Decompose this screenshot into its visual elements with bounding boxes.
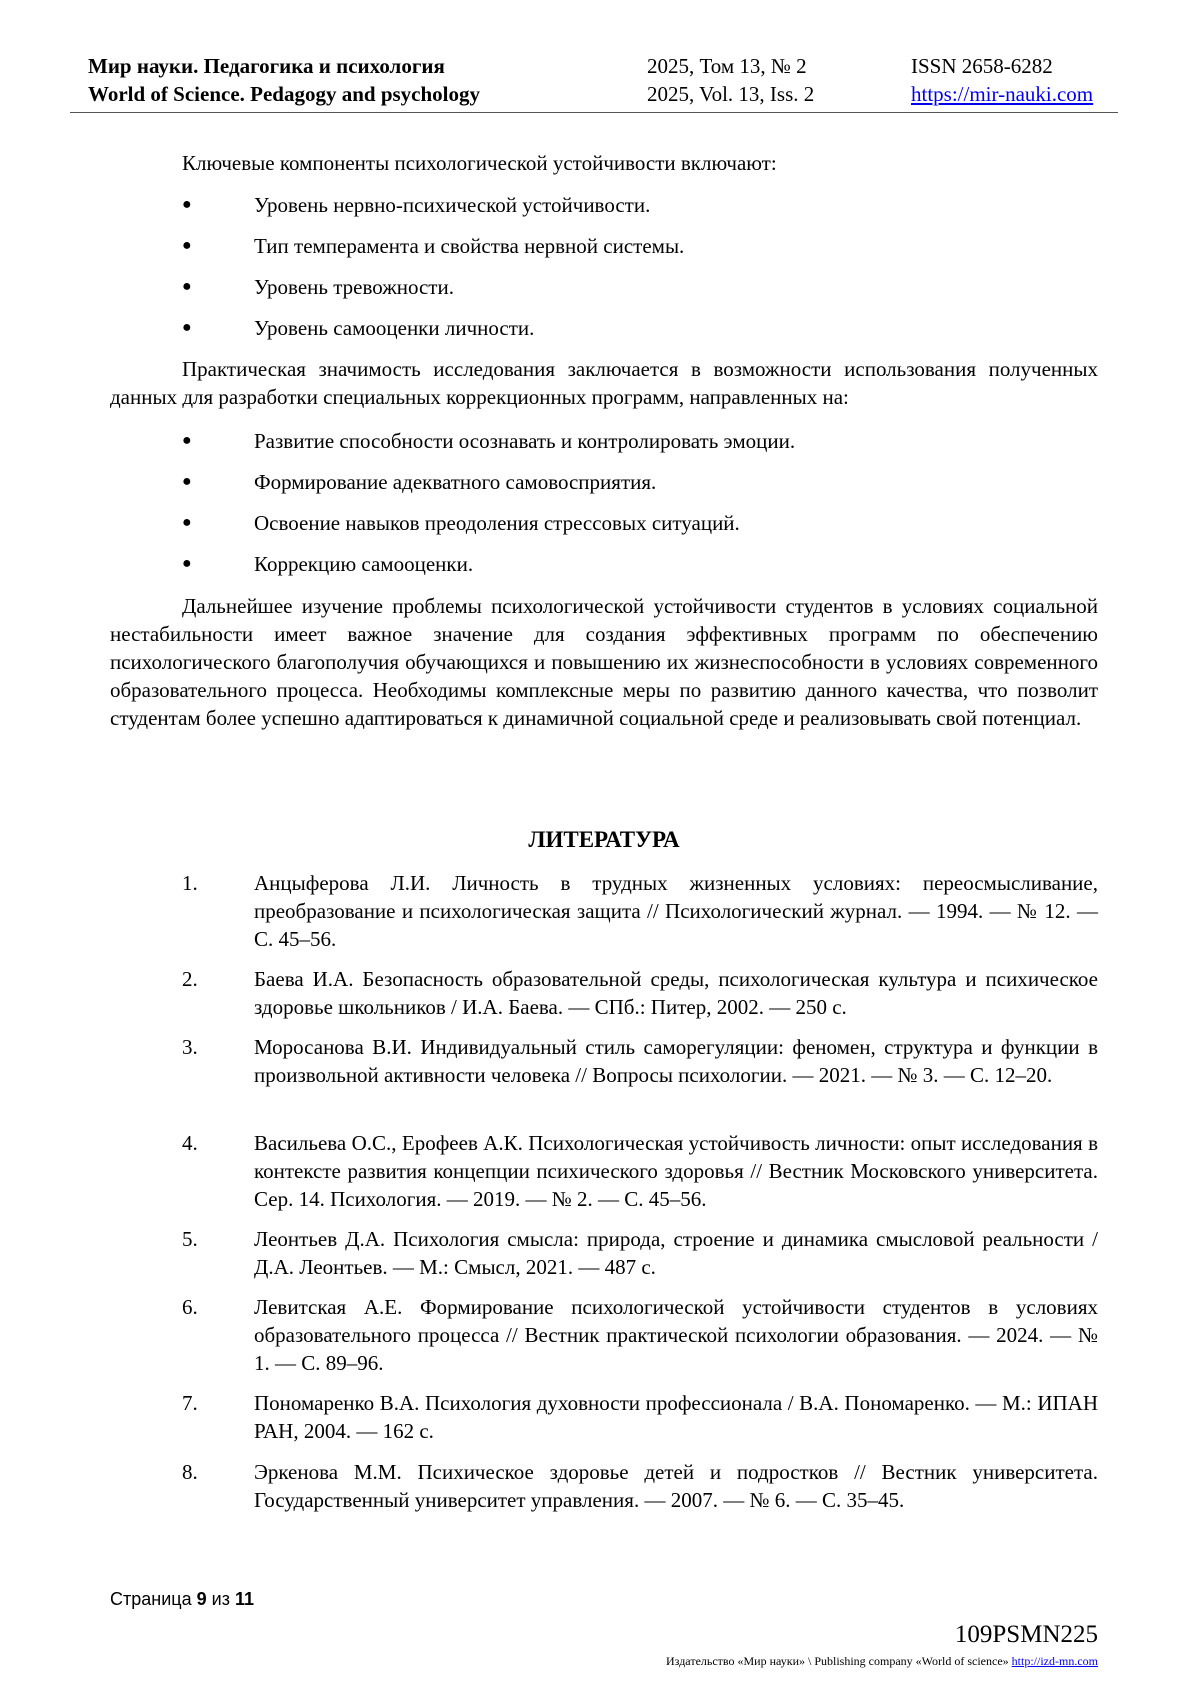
reference-number: 3. [182,1035,198,1059]
reference-text: Пономаренко В.А. Психология духовности профессионала / В.А. Пономаренко. — М.: ИПАН РАН, 2004. — 162 с. [254,1391,1098,1443]
article-code: 109PSMN225 [954,1621,1098,1648]
bullet-icon: ● [182,319,192,336]
bullet-icon: ● [182,196,192,213]
journal-title [88,52,480,108]
journal-title-en: World of Science. Pedagogy and psychology [88,82,481,106]
bullet-icon: ● [182,278,192,295]
journal-title-ru: Мир науки. Педагогика и психология [88,54,445,78]
reference-number: 5. [182,1227,198,1251]
reference-number: 7. [182,1391,198,1415]
reference-text: Анцыферова Л.И. Личность в трудных жизненных условиях: переосмысливание, преобразование и психологическая защита // Психологический журнал. — 1994. — № 12. — С. 45–56. [254,871,1098,951]
reference-number: 2. [182,967,198,991]
issn: ISSN 2658-6282 [911,54,1053,78]
reference-text: Моросанова В.И. Индивидуальный стиль саморегуляции: феномен, структура и функции в произвольной активности человека // Вопросы психологии. — 2021. — № 3. — С. 12–20. [254,1035,1098,1087]
journal-meta [911,52,1093,108]
reference-number: 4. [182,1131,198,1155]
reference-text: Баева И.А. Безопасность образовательной среды, психологическая культура и психическое здоровье школьников / И.А. Баева. — СПб.: Питер, 2002. — 250 с. [254,967,1098,1019]
bullet-icon: ● [182,237,192,254]
reference-text: Эркенова М.М. Психическое здоровье детей и подростков // Вестник университета. Государственный университет управления. — 2007. — № 6. — С. 35–45. [254,1460,1098,1512]
publisher-line [666,1653,1098,1669]
bullet-icon: ● [182,514,192,531]
page-total: 11 [234,1589,254,1609]
bullet-icon: ● [182,432,192,449]
issue-ru: 2025, Том 13, № 2 [647,54,807,78]
practical-paragraph: Практическая значимость исследования заключается в возможности использования полученных данных для разработки специальных коррекционных программ, направленных на: [110,357,1098,409]
page-header [88,52,1118,110]
reference-number: 6. [182,1295,198,1319]
reference-text: Леонтьев Д.А. Психология смысла: природа, строение и динамика смысловой реальности / Д.А. Леонтьев. — М.: Смысл, 2021. — 487 с. [254,1227,1098,1279]
bullet-icon: ● [182,555,192,572]
intro-paragraph: Ключевые компоненты психологической устойчивости включают: [182,151,777,175]
reference-text: Левитская А.Е. Формирование психологической устойчивости студентов в условиях образовательного процесса // Вестник практической психологии образования. — 2024. — № 1. — С. 89–96. [254,1295,1098,1375]
reference-text: Васильева О.С., Ерофеев А.К. Психологическая устойчивость личности: опыт исследования в контексте развития концепции психического здоровья // Вестник Московского университета. Сер. 14. Психология. — 2019. — № 2. — С. 45–56. [254,1131,1098,1211]
issue-info [647,52,814,108]
journal-url-link[interactable]: https://mir-nauki.com [911,82,1094,106]
page-number: Страница 9 из 11 [110,1589,254,1609]
page-current: 9 [196,1589,207,1609]
bullet-icon: ● [182,473,192,490]
reference-number: 8. [182,1460,198,1484]
publisher-name: Издательство «Мир науки» \ Publishing company «World of science» [666,1654,1009,1668]
publisher-url-link[interactable]: http://izd-mn.com [1011,1654,1098,1668]
conclusion-paragraph: Дальнейшее изучение проблемы психологической устойчивости студентов в условиях социальной нестабильности имеет важное значение для создания эффективных программ по обеспечению психологического благополучия обучающихся и повышению их жизнеспособности в условиях современного образовательного процесса. Необходимы комплексные меры по развитию данного качества, что позволит студентам более успешно адаптироваться к динамичной социальной среде и реализовывать свой потенциал. [110,594,1098,730]
references-heading: ЛИТЕРАТУРА [528,827,680,852]
reference-number: 1. [182,871,198,895]
header-divider [70,112,1118,113]
issue-en: 2025, Vol. 13, Iss. 2 [647,82,815,106]
